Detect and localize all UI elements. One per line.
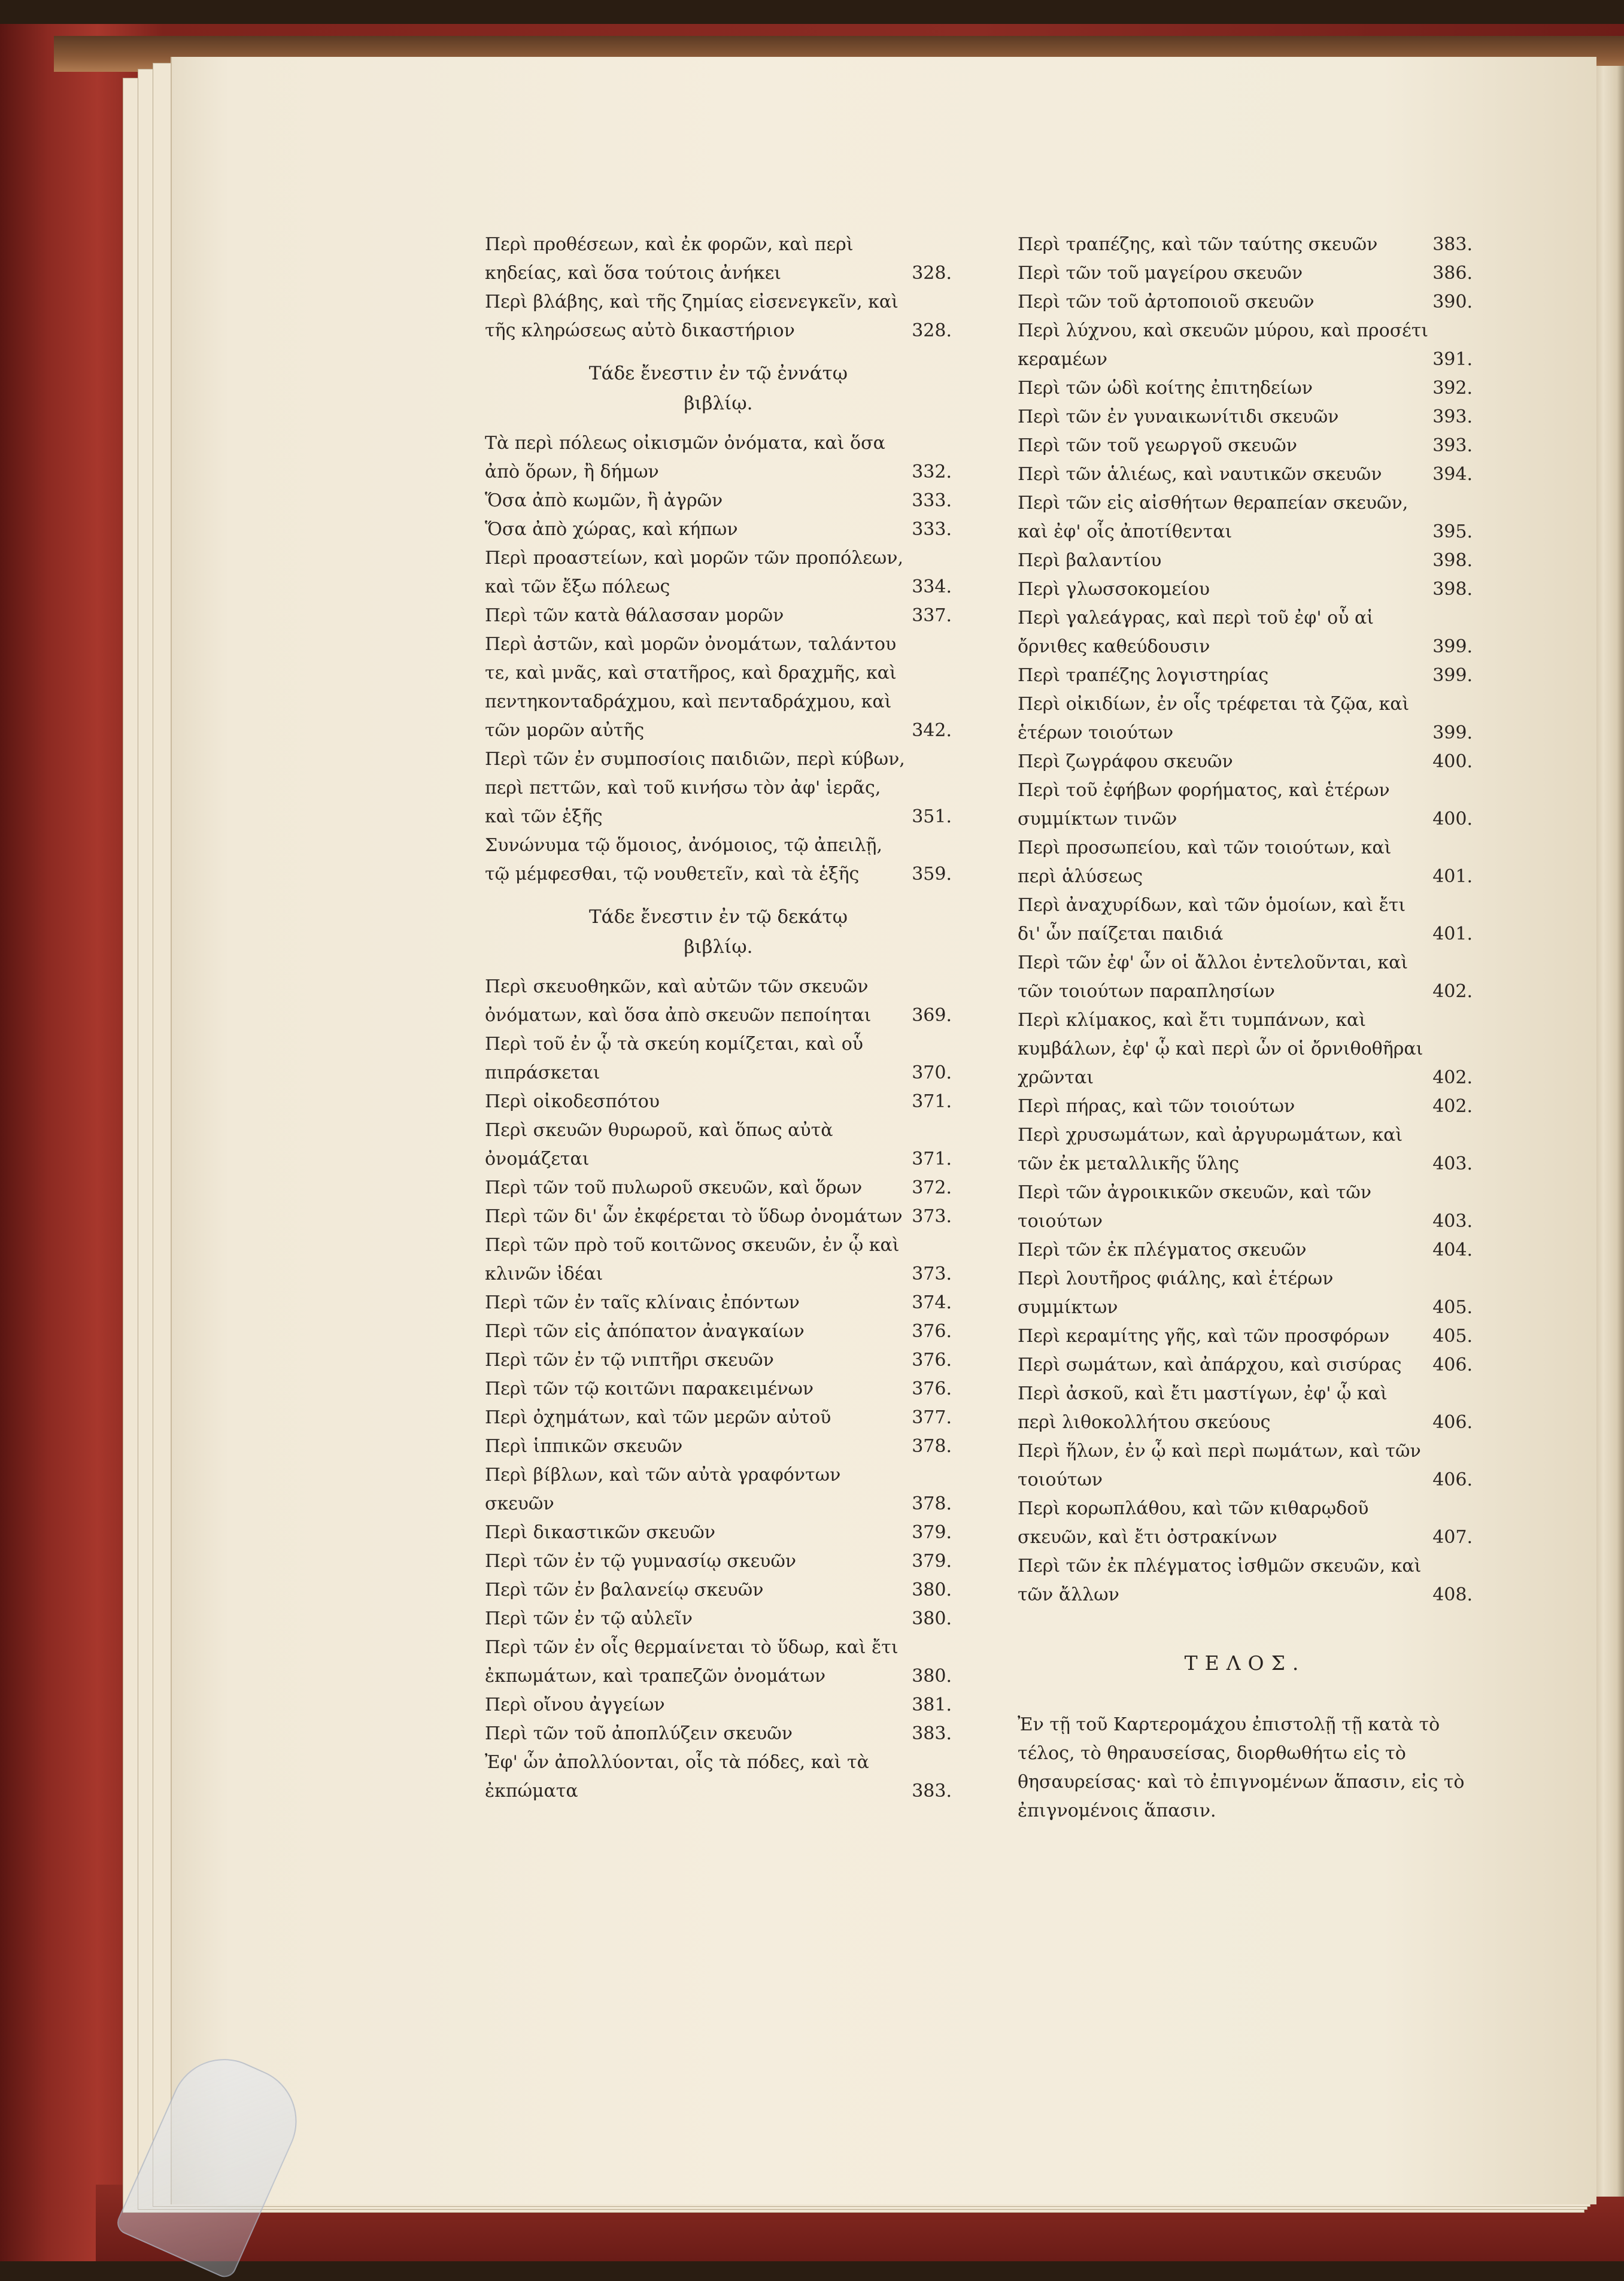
toc-entry-title: Περὶ τραπέζης, καὶ τῶν ταύτης σκευῶν	[1018, 234, 1378, 255]
toc-entry-page-number: 381.	[912, 1694, 952, 1715]
toc-entry	[1018, 891, 1473, 949]
toc-entry	[1018, 374, 1473, 403]
toc-entry-title: Περὶ τῶν ὡδὶ κοίτης ἐπιτηδείων	[1018, 378, 1313, 399]
toc-entry-page-number: 394.	[1432, 464, 1473, 485]
toc-entry-page-number: 400.	[1432, 751, 1473, 772]
toc-entry	[1018, 1322, 1473, 1351]
toc-entry-page-number: 406.	[1432, 1354, 1473, 1375]
toc-entry-title: Περὶ τῶν εἰς ἀπόπατον ἀναγκαίων	[485, 1321, 805, 1342]
toc-entry-page-number: 376.	[912, 1378, 952, 1399]
toc-entry-title: Περὶ τῶν κατὰ θάλασσαν μορῶν	[485, 605, 784, 626]
toc-entry-title: Περὶ τῶν τοῦ πυλωροῦ σκευῶν, καὶ ὅρων	[485, 1177, 863, 1198]
toc-entry	[485, 1174, 952, 1202]
toc-entry-page-number: 369.	[912, 1005, 952, 1026]
toc-entry	[485, 230, 952, 288]
toc-entry-page-number: 393.	[1432, 435, 1473, 456]
toc-entry-title: Περὶ τῶν ἐκ πλέγματος σκευῶν	[1018, 1240, 1307, 1261]
toc-entry-title: Περὶ γλωσσοκομείου	[1018, 579, 1210, 600]
toc-entry	[485, 831, 952, 889]
toc-entry-page-number: 402.	[1432, 1067, 1473, 1088]
toc-entry	[1018, 1552, 1473, 1609]
toc-entry-page-number: 406.	[1432, 1412, 1473, 1433]
toc-entry-page-number: 395.	[1432, 521, 1473, 542]
toc-entry	[485, 1633, 952, 1691]
toc-entry-page-number: 383.	[912, 1781, 952, 1802]
toc-entry-title: Περὶ κλίμακος, καὶ ἔτι τυμπάνων, καὶ κυμβάλων, ἐφ' ᾧ καὶ περὶ ὧν οἱ ὄρνιθοθῆραι χρῶνται	[1018, 1010, 1423, 1088]
toc-entry	[485, 288, 952, 345]
toc-entry	[485, 1547, 952, 1576]
toc-entry-page-number: 402.	[1432, 1096, 1473, 1117]
toc-entry-title: Περὶ τῶν ἐν τῷ νιπτῆρι σκευῶν	[485, 1350, 774, 1371]
toc-entry	[485, 1432, 952, 1461]
toc-entry-page-number: 328.	[912, 320, 952, 341]
toc-entry	[1018, 575, 1473, 604]
book10-heading-line1: Τάδε ἔνεστιν ἐν τῷ δεκάτῳ	[589, 906, 848, 928]
toc-entry-page-number: 386.	[1432, 263, 1473, 284]
toc-entry-title: Περὶ τῶν ἐκ πλέγματος ἰσθμῶν σκευῶν, καὶ τῶν ἄλλων	[1018, 1556, 1422, 1605]
toc-entry-title: Περὶ τῶν εἰς αἰσθήτων θεραπείαν σκευῶν, καὶ ἐφ' οἷς ἀποτίθενται	[1018, 493, 1409, 542]
toc-entry-page-number: 378.	[912, 1436, 952, 1457]
toc-entry-title: Ὅσα ἀπὸ κωμῶν, ἢ ἀγρῶν	[485, 490, 723, 511]
toc-entry	[485, 544, 952, 602]
toc-entry-page-number: 390.	[1432, 291, 1473, 312]
toc-entry-title: Περὶ τῶν ἐν τῷ γυμνασίῳ σκευῶν	[485, 1551, 797, 1572]
toc-entry	[485, 1116, 952, 1174]
toc-entry-page-number: 391.	[1432, 349, 1473, 370]
toc-entry	[1018, 1179, 1473, 1236]
toc-entry-page-number: 383.	[1432, 234, 1473, 255]
toc-entry	[485, 973, 952, 1030]
toc-entry-title: Περὶ τῶν ἐφ' ὧν οἱ ἄλλοι ἐντελοῦνται, καὶ τῶν τοιούτων παραπλησίων	[1018, 952, 1409, 1002]
toc-entry	[1018, 1265, 1473, 1322]
toc-entry-title: Περὶ ἀναχυρίδων, καὶ τῶν ὁμοίων, καὶ ἔτι δι' ὧν παίζεται παιδιά	[1018, 895, 1406, 944]
toc-entry-title: Περὶ λουτῆρος φιάλης, καὶ ἑτέρων συμμίκτων	[1018, 1268, 1334, 1318]
toc-entry-page-number: 377.	[912, 1407, 952, 1428]
toc-entry-title: Περὶ ἱππικῶν σκευῶν	[485, 1436, 683, 1457]
toc-entry	[1018, 776, 1473, 834]
toc-entry-page-number: 401.	[1432, 924, 1473, 944]
toc-entry-page-number: 380.	[912, 1580, 952, 1600]
toc-entry-title: Συνώνυμα τῷ ὅμοιος, ἀνόμοιος, τῷ ἀπειλῇ, τῷ μέμφεσθαι, τῷ νουθετεῖν, καὶ τὰ ἑξῆς	[485, 835, 883, 885]
toc-entry-title: Περὶ τῶν ἐν οἷς θερμαίνεται τὸ ὕδωρ, καὶ ἔτι ἐκπωμάτων, καὶ τραπεζῶν ὀνομάτων	[485, 1637, 898, 1687]
toc-entry-title: Περὶ τῶν ἀγροικικῶν σκευῶν, καὶ τῶν τοιούτων	[1018, 1182, 1372, 1232]
toc-entry-page-number: 351.	[912, 806, 952, 827]
book9-heading	[485, 359, 952, 418]
toc-entry-title: Περὶ τοῦ ἐν ᾧ τὰ σκεύη κομίζεται, καὶ οὗ πιπράσκεται	[485, 1034, 864, 1083]
toc-entry-page-number: 373.	[912, 1206, 952, 1227]
toc-entry-page-number: 374.	[912, 1292, 952, 1313]
toc-entry-title: Περὶ οἰκοδεσπότου	[485, 1091, 660, 1112]
toc-entry-page-number: 379.	[912, 1551, 952, 1572]
toc-entry-title: Περὶ τῶν τοῦ γεωργοῦ σκευῶν	[1018, 435, 1297, 456]
book10-heading	[485, 902, 952, 962]
toc-entry	[1018, 1351, 1473, 1380]
toc-entry-title: Περὶ ζωγράφου σκευῶν	[1018, 751, 1233, 772]
toc-entry-title: Περὶ τῶν τῷ κοιτῶνι παρακειμένων	[485, 1378, 814, 1399]
toc-entry-page-number: 334.	[912, 576, 952, 597]
toc-entry	[1018, 1495, 1473, 1552]
toc-entry-page-number: 405.	[1432, 1326, 1473, 1347]
book10-entries	[485, 973, 952, 1806]
toc-entry-title: Περὶ τῶν ἁλιέως, καὶ ναυτικῶν σκευῶν	[1018, 464, 1382, 485]
toc-entry-title: Τὰ περὶ πόλεως οἰκισμῶν ὀνόματα, καὶ ὅσα ἀπὸ ὅρων, ἢ δήμων	[485, 433, 885, 482]
toc-entry-page-number: 393.	[1432, 406, 1473, 427]
toc-entry-page-number: 404.	[1432, 1240, 1473, 1261]
toc-entry	[1018, 949, 1473, 1006]
toc-entry-title: Περὶ βίβλων, καὶ τῶν αὐτὰ γραφόντων σκευῶν	[485, 1465, 841, 1514]
toc-entry	[1018, 317, 1473, 374]
toc-entry-title: Ἐφ' ὧν ἀπολλύονται, οἷς τὰ πόδες, καὶ τὰ ἐκπώματα	[485, 1752, 869, 1802]
toc-entry-title: Ὅσα ἀπὸ χώρας, καὶ κήπων	[485, 519, 738, 540]
toc-entry	[485, 1404, 952, 1432]
toc-entry-title: Περὶ σωμάτων, καὶ ἀπάρχου, καὶ σισύρας	[1018, 1354, 1402, 1375]
toc-entry	[485, 1691, 952, 1720]
toc-entry	[485, 1317, 952, 1346]
toc-entry-title: Περὶ τῶν τοῦ ἀποπλύζειν σκευῶν	[485, 1723, 793, 1744]
toc-entry-title: Περὶ σκευῶν θυρωροῦ, καὶ ὅπως αὐτὰ ὀνομάζεται	[485, 1120, 833, 1170]
toc-entry-page-number: 359.	[912, 864, 952, 885]
toc-entry-title: Περὶ τῶν τοῦ ἀρτοποιοῦ σκευῶν	[1018, 291, 1315, 312]
toc-entry-title: Περὶ κορωπλάθου, καὶ τῶν κιθαρῳδοῦ σκευῶν, καὶ ἔτι ὀστρακίνων	[1018, 1498, 1369, 1548]
toc-entry-title: Περὶ τῶν ἐν τῷ αὐλεῖν	[485, 1608, 693, 1629]
toc-entry	[1018, 604, 1473, 661]
toc-entry	[485, 1461, 952, 1518]
toc-entry-page-number: 392.	[1432, 378, 1473, 399]
toc-entry	[1018, 1006, 1473, 1092]
toc-entry-page-number: 399.	[1432, 665, 1473, 686]
toc-entry	[1018, 259, 1473, 288]
toc-entry	[1018, 690, 1473, 748]
toc-entry-page-number: 407.	[1432, 1527, 1473, 1548]
toc-entry-page-number: 408.	[1432, 1584, 1473, 1605]
telos-label: ΤΕΛΟΣ.	[1184, 1651, 1306, 1675]
toc-entry	[1018, 661, 1473, 690]
toc-entry-title: Περὶ ἀστῶν, καὶ μορῶν ὀνομάτων, ταλάντου τε, καὶ μνᾶς, καὶ στατῆρος, καὶ δραχμῆς, καὶ πεντηκονταδράχμου, καὶ πενταδράχμου, καὶ τῶν μορῶν αὐτῆς	[485, 634, 897, 741]
toc-entry-page-number: 376.	[912, 1350, 952, 1371]
toc-entry-page-number: 371.	[912, 1149, 952, 1170]
right-column	[1018, 230, 1473, 1826]
toc-entry	[485, 1518, 952, 1547]
toc-entry	[1018, 489, 1473, 546]
toc-entry-page-number: 372.	[912, 1177, 952, 1198]
toc-entry-page-number: 403.	[1432, 1153, 1473, 1174]
toc-entry-title: Περὶ τραπέζης λογιστηρίας	[1018, 665, 1269, 686]
toc-entry-title: Περὶ γαλεάγρας, καὶ περὶ τοῦ ἐφ' οὗ αἱ ὄρνιθες καθεύδουσιν	[1018, 608, 1374, 657]
toc-entry	[1018, 1380, 1473, 1437]
toc-entry-page-number: 379.	[912, 1522, 952, 1543]
book9-heading-line1: Τάδε ἔνεστιν ἐν τῷ ἐννάτῳ	[588, 363, 848, 384]
toc-entry-page-number: 332.	[912, 461, 952, 482]
toc-entry-page-number: 378.	[912, 1493, 952, 1514]
toc-entry-page-number: 406.	[1432, 1469, 1473, 1490]
toc-entry-title: Περὶ οἰκιδίων, ἐν οἷς τρέφεται τὰ ζῷα, καὶ ἑτέρων τοιούτων	[1018, 694, 1410, 743]
toc-entry-title: Περὶ τῶν ἐν γυναικωνίτιδι σκευῶν	[1018, 406, 1339, 427]
toc-entry	[485, 1720, 952, 1748]
toc-entry	[485, 1605, 952, 1633]
book9-entries	[485, 429, 952, 889]
toc-entry	[1018, 1236, 1473, 1265]
toc-entry	[1018, 460, 1473, 489]
toc-entry	[485, 515, 952, 544]
toc-entry-page-number: 398.	[1432, 550, 1473, 571]
toc-entry-title: Περὶ ὀχημάτων, καὶ τῶν μερῶν αὐτοῦ	[485, 1407, 831, 1428]
toc-entry-title: Περὶ τῶν δι' ὧν ἐκφέρεται τὸ ὕδωρ ὀνομάτων	[485, 1206, 903, 1227]
toc-entry	[485, 1346, 952, 1375]
book9-heading-line2: βιβλίῳ.	[684, 393, 753, 414]
toc-entry	[1018, 1437, 1473, 1495]
toc-entry-title: Περὶ χρυσωμάτων, καὶ ἀργυρωμάτων, καὶ τῶν ἐκ μεταλλικῆς ὕλης	[1018, 1125, 1403, 1174]
toc-entry	[1018, 288, 1473, 317]
toc-entry	[485, 1202, 952, 1231]
toc-entry-page-number: 399.	[1432, 722, 1473, 743]
toc-entry-title: Περὶ προσωπείου, καὶ τῶν τοιούτων, καὶ περὶ ἁλύσεως	[1018, 837, 1392, 887]
toc-entry-page-number: 370.	[912, 1062, 952, 1083]
toc-entry	[1018, 403, 1473, 432]
toc-entry	[485, 1088, 952, 1116]
toc-entry-page-number: 342.	[912, 720, 952, 741]
toc-entry-title: Περὶ τῶν ἐν βαλανείῳ σκευῶν	[485, 1580, 764, 1600]
book10-heading-line2: βιβλίῳ.	[684, 936, 753, 958]
toc-entry-title: Περὶ προαστείων, καὶ μορῶν τῶν προπόλεων, καὶ τῶν ἔξω πόλεως	[485, 548, 904, 597]
toc-entry-title: Περὶ ἀσκοῦ, καὶ ἔτι μαστίγων, ἐφ' ᾧ καὶ περὶ λιθοκολλήτου σκεύους	[1018, 1383, 1388, 1433]
toc-entry	[485, 745, 952, 831]
toc-entry-page-number: 333.	[912, 519, 952, 540]
toc-entry-title: Περὶ τοῦ ἐφήβων φορήματος, καὶ ἑτέρων συμμίκτων τινῶν	[1018, 780, 1390, 830]
toc-entry	[485, 602, 952, 630]
colophon-note: Ἐν τῇ τοῦ Καρτερομάχου ἐπιστολῇ τῇ κατὰ τὸ τέλος, τὸ θηραυσείσας, διορθωθήτω εἰς τὸ θησαυρείσας· καὶ τὸ ἐπιγνομένων ἅπασιν, εἰς τὸ ἐπιγνομένοις ἅπασιν.	[1018, 1714, 1465, 1821]
toc-entry-title: Περὶ τῶν ἐν ταῖς κλίναις ἐπόντων	[485, 1292, 800, 1313]
toc-entry-page-number: 405.	[1432, 1297, 1473, 1318]
toc-entry	[1018, 748, 1473, 776]
toc-entry	[485, 1030, 952, 1088]
toc-entry-title: Περὶ δικαστικῶν σκευῶν	[485, 1522, 716, 1543]
toc-entry-title: Περὶ οἴνου ἀγγείων	[485, 1694, 665, 1715]
toc-entry	[1018, 834, 1473, 891]
toc-entry	[485, 1289, 952, 1317]
toc-entry-page-number: 376.	[912, 1321, 952, 1342]
toc-entry-title: Περὶ τῶν πρὸ τοῦ κοιτῶνος σκευῶν, ἐν ᾧ καὶ κλινῶν ἰδέαι	[485, 1235, 900, 1284]
toc-entry-title: Περὶ ἥλων, ἐν ᾧ καὶ περὶ πωμάτων, καὶ τῶν τοιούτων	[1018, 1441, 1421, 1490]
toc-entry-title: Περὶ σκευοθηκῶν, καὶ αὐτῶν τῶν σκευῶν ὀνόματων, καὶ ὅσα ἀπὸ σκευῶν πεποίηται	[485, 976, 872, 1026]
left-top-entries	[485, 230, 952, 345]
toc-entry-title: Περὶ τῶν τοῦ μαγείρου σκευῶν	[1018, 263, 1303, 284]
toc-entry-title: Περὶ βαλαντίου	[1018, 550, 1162, 571]
toc-entry-title: Περὶ πήρας, καὶ τῶν τοιούτων	[1018, 1096, 1295, 1117]
right-entries	[1018, 230, 1473, 1609]
toc-entry	[485, 630, 952, 745]
toc-entry-page-number: 399.	[1432, 636, 1473, 657]
toc-entry	[485, 487, 952, 515]
toc-entry	[1018, 432, 1473, 460]
toc-entry	[1018, 230, 1473, 259]
toc-entry-title: Περὶ λύχνου, καὶ σκευῶν μύρου, καὶ προσέτι κεραμέων	[1018, 320, 1429, 370]
toc-entry-page-number: 373.	[912, 1263, 952, 1284]
toc-entry-title: Περὶ τῶν ἐν συμποσίοις παιδιῶν, περὶ κύβων, περὶ πεττῶν, καὶ τοῦ κινήσω τὸν ἀφ' ἱερᾶς, καὶ τῶν ἑξῆς	[485, 749, 905, 827]
toc-entry-page-number: 383.	[912, 1723, 952, 1744]
toc-entry	[1018, 1121, 1473, 1179]
toc-entry-page-number: 402.	[1432, 981, 1473, 1002]
toc-entry-page-number: 403.	[1432, 1211, 1473, 1232]
toc-entry-page-number: 337.	[912, 605, 952, 626]
toc-entry	[485, 429, 952, 487]
toc-entry	[485, 1231, 952, 1289]
toc-entry-page-number: 328.	[912, 263, 952, 284]
toc-entry-page-number: 380.	[912, 1666, 952, 1687]
toc-entry	[1018, 1092, 1473, 1121]
toc-entry-title: Περὶ κεραμίτης γῆς, καὶ τῶν προσφόρων	[1018, 1326, 1390, 1347]
toc-entry-page-number: 400.	[1432, 809, 1473, 830]
toc-entry-title: Περὶ προθέσεων, καὶ ἐκ φορῶν, καὶ περὶ κηδείας, καὶ ὅσα τούτοις ἀνήκει	[485, 234, 854, 284]
toc-entry	[485, 1576, 952, 1605]
toc-entry-page-number: 380.	[912, 1608, 952, 1629]
toc-entry-page-number: 401.	[1432, 866, 1473, 887]
left-column	[485, 230, 952, 1806]
toc-entry	[485, 1748, 952, 1806]
toc-entry	[485, 1375, 952, 1404]
toc-entry-page-number: 333.	[912, 490, 952, 511]
toc-entry	[1018, 546, 1473, 575]
toc-entry-page-number: 371.	[912, 1091, 952, 1112]
toc-entry-title: Περὶ βλάβης, καὶ τῆς ζημίας εἰσενεγκεῖν, καὶ τῆς κληρώσεως αὐτὸ δικαστήριον	[485, 291, 898, 341]
toc-entry-page-number: 398.	[1432, 579, 1473, 600]
